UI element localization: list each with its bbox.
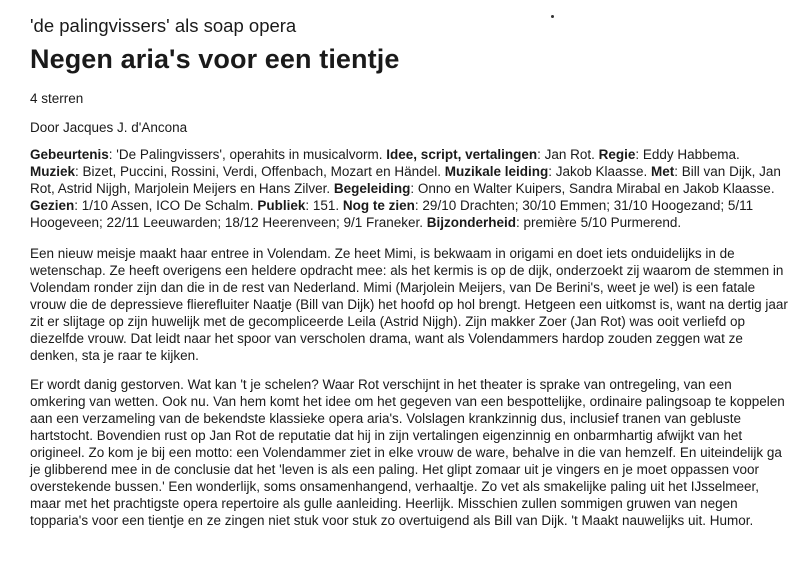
article (30, 14, 790, 529)
credit-text: : 151. (305, 198, 343, 213)
credit-label: Bijzonderheid (426, 215, 517, 230)
credit-label: Muziek (30, 164, 76, 179)
credit-label: Gezien (30, 198, 75, 213)
byline: Door Jacques J. d'Ancona (30, 120, 188, 135)
credit-text: : 1/10 Assen, ICO De Schalm. (74, 198, 258, 213)
credit-text: : 'De Palingvissers', operahits in musicalvorm. (108, 147, 387, 162)
credit-label: Publiek (257, 198, 306, 213)
paragraph-2: Er wordt danig gestorven. Wat kan 't je schelen? Waar Rot verschijnt in het theater is sprake van ontregeling, van een omkering van wetten. Ook nu. Van hem komt het idee om het gegeven van een bespottelijke, ordinaire palingsoap te koppelen aan een verzameling van de bekendste klassieke opera aria's. Volslagen krankzinnig dus, inclusief tranen van gebluste hartstocht. Bovendien rust op Jan Rot de reputatie dat hij in zijn vertalingen eigenzinnig en onbarmhartig afwijkt van het origineel. Zo kom je bij een motto: een Volendammer ziet in elke vrouw de ware, behalve in die van hemzelf. En uiteindelijk ga je glibberend mee in de conclusie dat het 'leven is als een paling. Het glipt zomaar uit je vingers en je moet oppassen voor overstekende bussen.' Een wonderlijk, soms onsamenhangend, verhaaltje. Zo vet als smakelijke paling uit het IJsselmeer, maar met het prachtigste opera repertoire als gulle aanleiding. Heerlijk. Misschien zullen sommigen gruwen van negen topparia's voor een tientje en ze zingen niet stuk voor stuk zo overtuigend als Bill van Dijk. 't Maakt nauwelijks uit. Humor. (30, 377, 785, 528)
credits-block (30, 146, 790, 231)
article-subtitle: 'de palingvissers' als soap opera (30, 15, 297, 36)
scan-speck (551, 15, 554, 18)
credit-label: Gebeurtenis (30, 147, 109, 162)
credit-text: : Bill van Dijk, Jan Rot, Astrid Nijgh, Marjolein Meijers en Hans Zilver. (30, 164, 781, 196)
credit-label: Idee, script, vertalingen (386, 147, 538, 162)
article-title: Negen aria's voor een tientje (30, 44, 400, 74)
credit-text: : Onno en Walter Kuipers, Sandra Mirabal en Jakob Klaasse. (410, 181, 775, 196)
credit-text: : Jan Rot. (537, 147, 599, 162)
credit-text: : Jakob Klaasse. (548, 164, 652, 179)
paragraph-1: Een nieuw meisje maakt haar entree in Volendam. Ze heet Mimi, is bekwaam in origami en doet iets onduidelijks in de wetenschap. Ze heeft overigens een heldere opdracht mee: als het kermis is op de dijk, onderzoekt zij waarom de stemmen in Volendam ronder zijn dan die in de rest van Nederland. Mimi (Marjolein Meijers, van De Berini's, weet je wel) is een fatale vrouw die de depressieve flierefluiter Naatje (Bill van Dijk) het hoofd op hol brengt. Hetgeen een uitkomst is, want na dertig jaar zit er slijtage op zijn huwelijk met de gecompliceerde Leila (Astrid Nijgh). Zijn makker Zoer (Jan Rot) was ooit verliefd op diezelfde vrouw. Dat leidt naar het spoor van verscholen drama, want als Volendammers hardop zouden zeggen wat ze denken, sta je raar te kijken. (30, 246, 788, 363)
credit-text: : première 5/10 Purmerend. (516, 215, 682, 230)
credit-label: Muzikale leiding (444, 164, 549, 179)
credit-label: Regie (598, 147, 636, 162)
rating: 4 sterren (30, 91, 84, 106)
credit-text: : Eddy Habbema. (635, 147, 740, 162)
credit-label: Begeleiding (333, 181, 411, 196)
credit-text: : 29/10 Drachten; 30/10 Emmen; 31/10 Hoogezand; 5/11 Hoogeveen; 22/11 Leeuwarden; 18/12 Heerenveen; 9/1 Franeker. (30, 198, 754, 230)
credit-label: Nog te zien (342, 198, 415, 213)
credit-text: : Bizet, Puccini, Rossini, Verdi, Offenbach, Mozart en Händel. (75, 164, 445, 179)
credit-label: Met (651, 164, 675, 179)
